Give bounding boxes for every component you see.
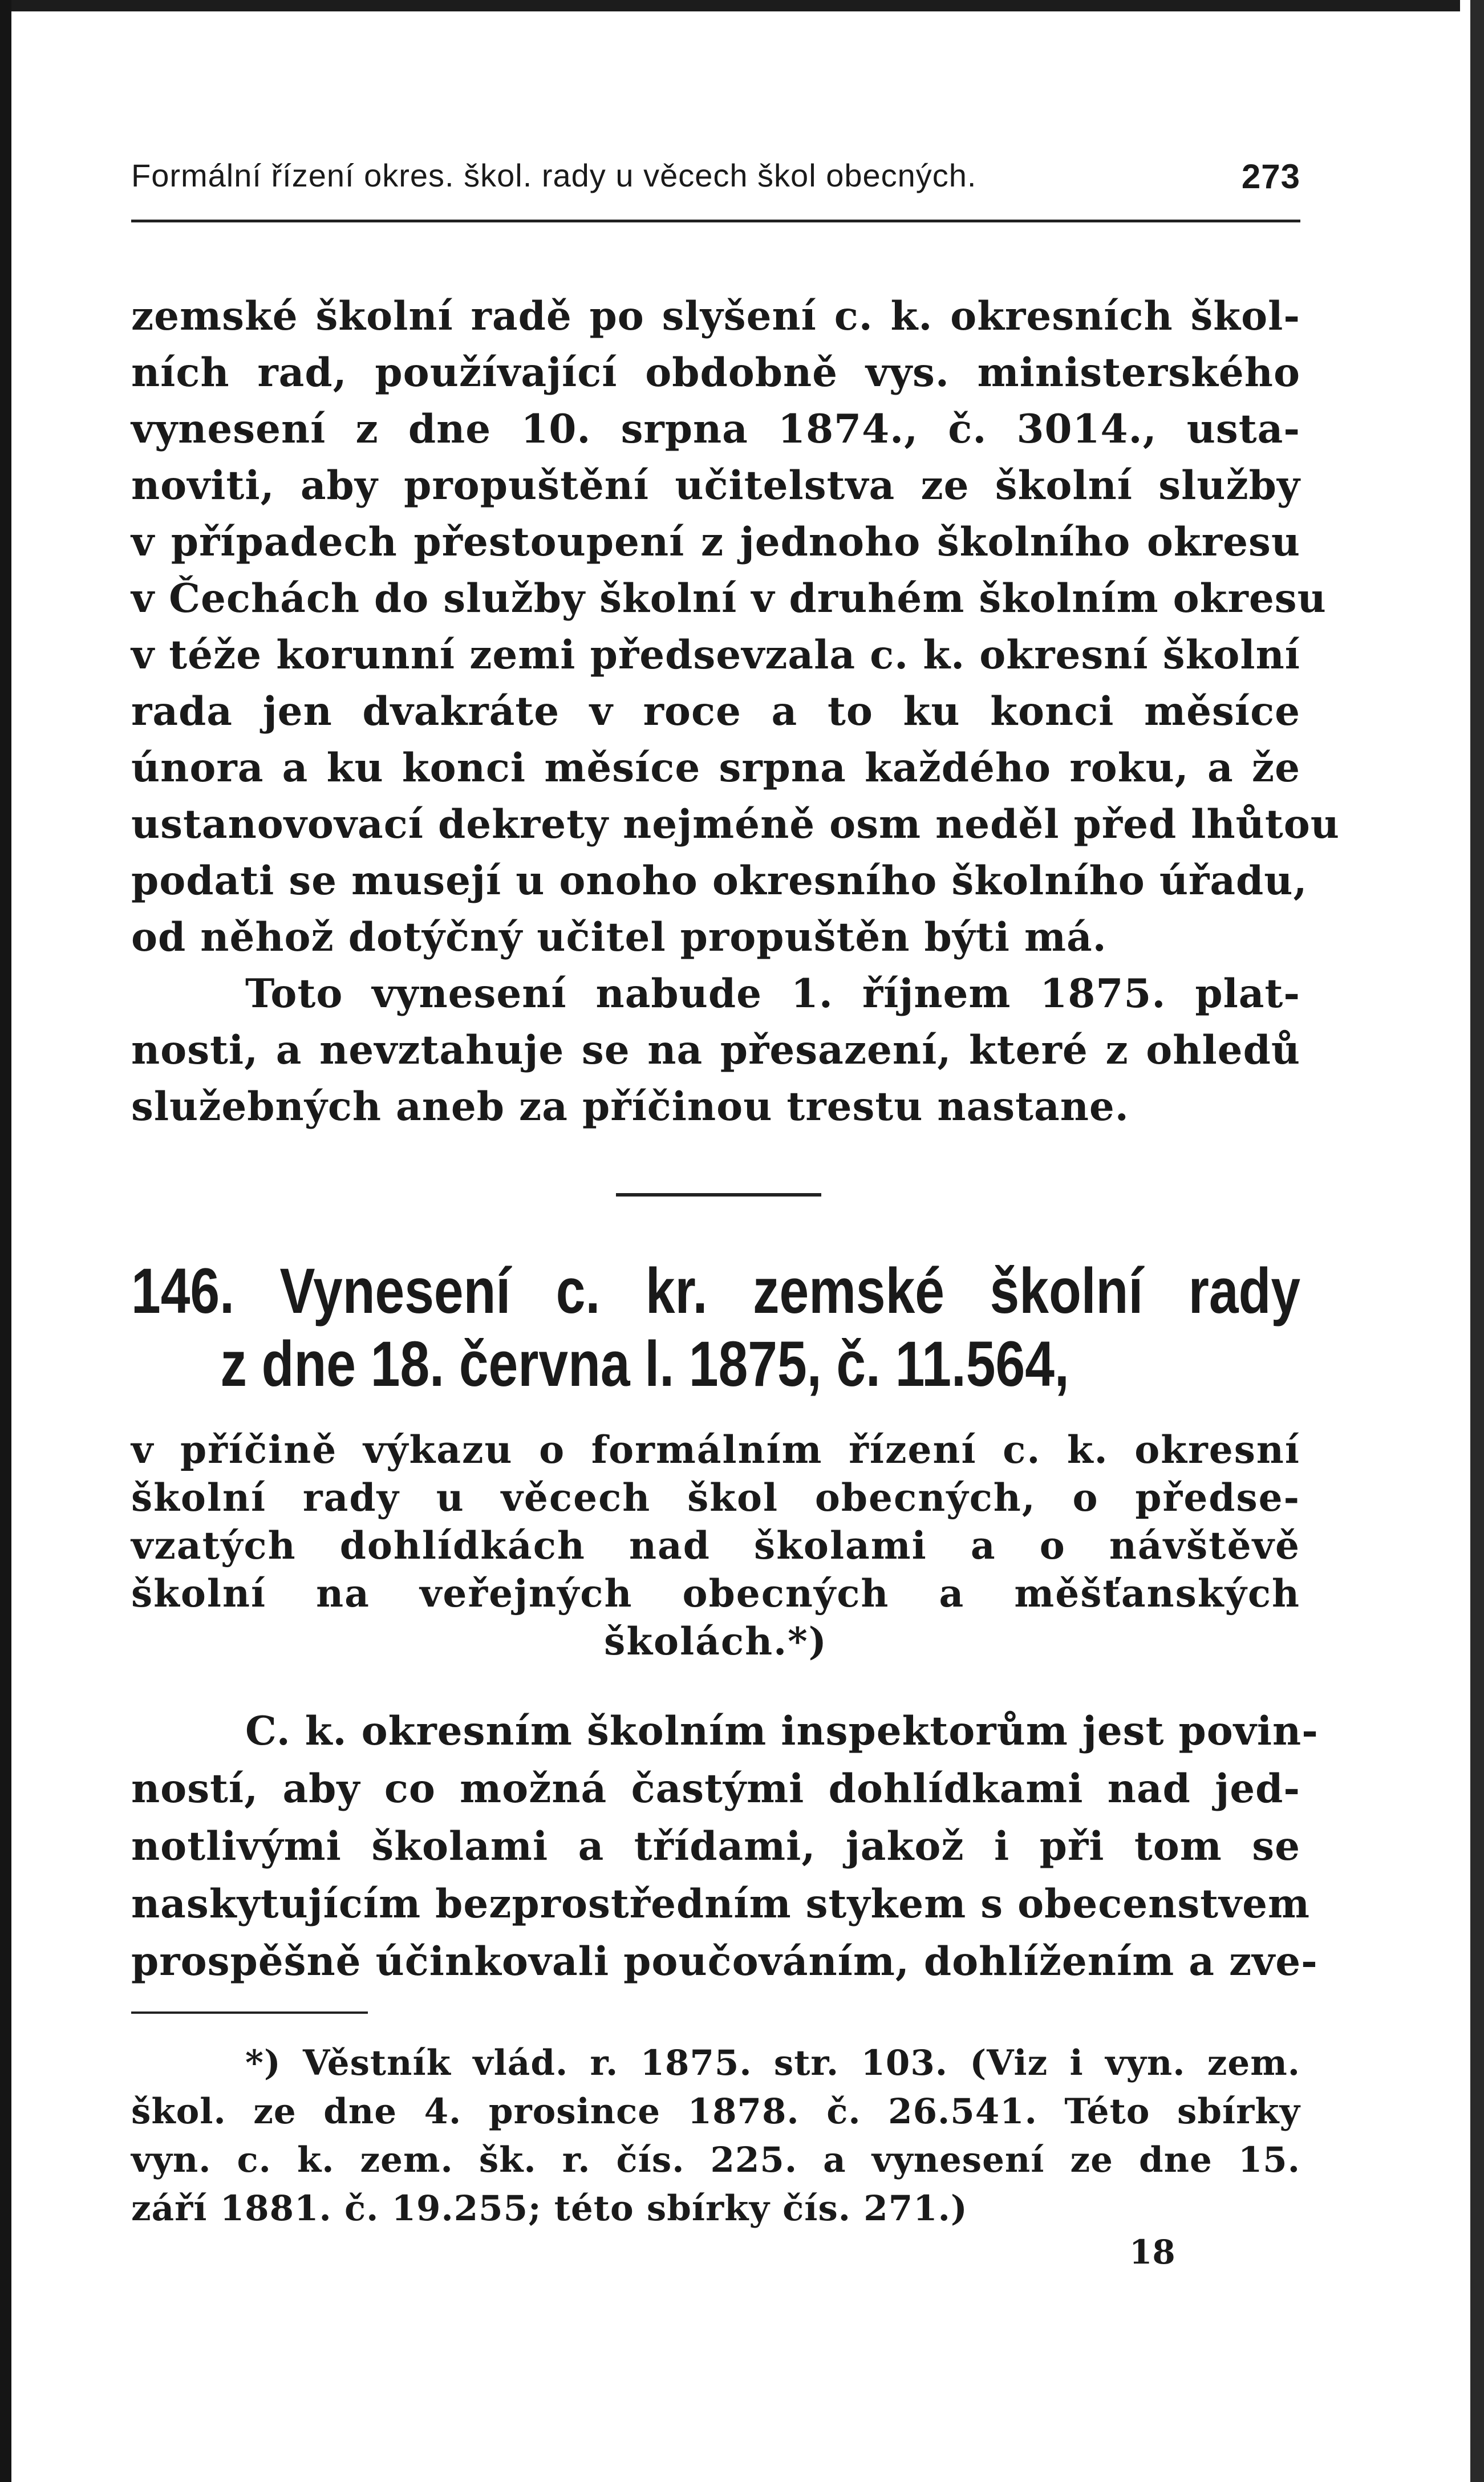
footnote-line: škol. ze dne 4. prosince 1878. č. 26.541. Této sbírky (131, 2091, 1300, 2132)
signature-mark: 18 (1129, 2233, 1175, 2272)
text-line: prospěšně účinkovali poučováním, dohlížením a zve- (131, 1938, 1318, 1985)
text-line: v Čechách do služby školní v druhém školním okresu (131, 575, 1327, 622)
text-line: února a ku konci měsíce srpna každého roku, a že (131, 745, 1300, 791)
text-line: služebných aneb za příčinou trestu nastane. (131, 1084, 1129, 1130)
footnote-rule (131, 2011, 368, 2014)
text-line: rada jen dvakráte v roce a to ku konci měsíce (131, 688, 1300, 735)
page-number: 273 (1241, 157, 1300, 196)
running-head (131, 157, 1300, 194)
text-line: od něhož dotýčný učitel propuštěn býti má. (131, 914, 1107, 960)
subtitle-line: vzatých dohlídkách nad školami a o návštěvě (131, 1523, 1300, 1568)
subtitle-line: školní rady u věcech škol obecných, o předse- (131, 1475, 1300, 1520)
subtitle-line: v příčině výkazu o formálním řízení c. k. okresní (131, 1427, 1300, 1472)
text-line: C. k. okresním školním inspektorům jest povin- (245, 1708, 1319, 1754)
text-line: noviti, aby propuštění učitelstva ze školní služby (131, 463, 1300, 509)
text-line: ností, aby co možná častými dohlídkami nad jed- (131, 1766, 1300, 1812)
text-line: ních rad, používající obdobně vys. ministerského (131, 350, 1300, 396)
footnote-line: *) Věstník vlád. r. 1875. str. 103. (Viz i vyn. zem. (245, 2043, 1300, 2083)
subtitle-line: školách.*) (604, 1619, 828, 1664)
text-line: zemské školní radě po slyšení c. k. okresních škol- (131, 293, 1300, 339)
subtitle-line: školní na veřejných obecných a měšťanských (131, 1571, 1300, 1616)
running-title: Formální řízení okres. škol. rady u věcech škol obecných. (131, 157, 977, 193)
body-text-bottom (131, 1702, 1319, 1990)
body-text-top (131, 288, 1340, 1135)
section-divider (616, 1193, 821, 1197)
title-line: z dne 18. června l. 1875, č. 11.564, (220, 1328, 1069, 1400)
header-rule (131, 220, 1300, 222)
footnote-line: září 1881. č. 19.255; této sbírky čís. 271.) (131, 2188, 968, 2229)
section-title (131, 1255, 1300, 1401)
text-line: Toto vynesení nabude 1. říjnem 1875. plat- (245, 971, 1300, 1017)
text-line: naskytujícím bezprostředním stykem s obecenstvem (131, 1881, 1311, 1927)
text-line: v případech přestoupení z jednoho školního okresu (131, 519, 1300, 565)
text-line: ustanovovací dekrety nejméně osm neděl před lhůtou (131, 801, 1340, 847)
text-line: podati se musejí u onoho okresního školního úřadu, (131, 858, 1308, 904)
title-line: 146. Vynesení c. kr. zemské školní rady (131, 1255, 1301, 1327)
text-line: v téže korunní zemi předsevzala c. k. okresní školní (131, 632, 1300, 678)
text-line: nosti, a nevztahuje se na přesazení, které z ohledů (131, 1027, 1300, 1073)
text-line: vynesení z dne 10. srpna 1874., č. 3014., usta- (131, 406, 1300, 452)
text-line: notlivými školami a třídami, jakož i při tom se (131, 1823, 1300, 1869)
section-subtitle (131, 1426, 1300, 1665)
footnote (131, 2039, 1300, 2233)
footnote-line: vyn. c. k. zem. šk. r. čís. 225. a vynesení ze dne 15. (131, 2140, 1300, 2180)
